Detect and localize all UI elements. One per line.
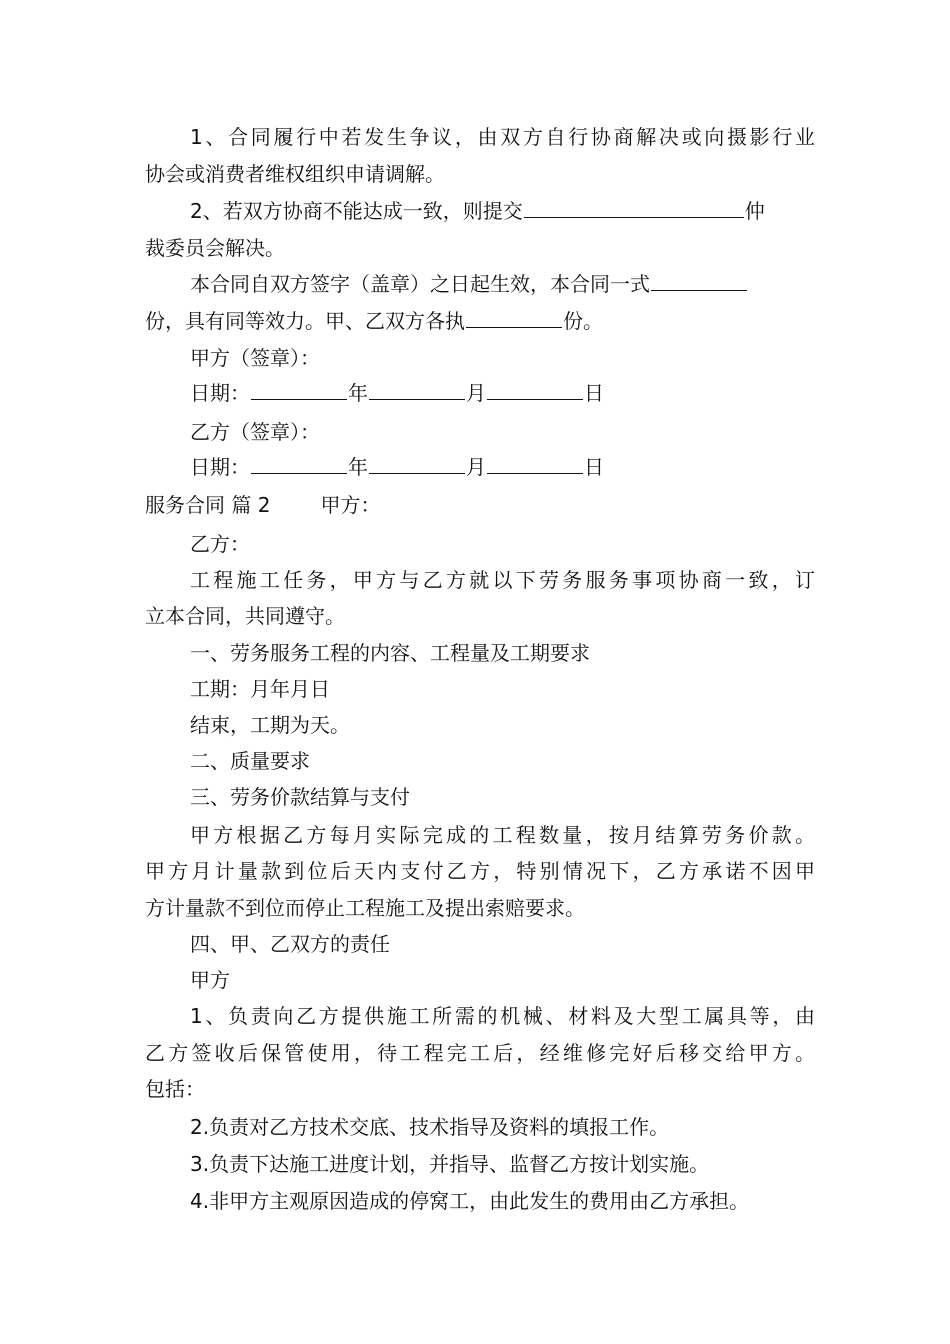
date-line — [190, 454, 815, 480]
date-label: 日期： — [190, 455, 250, 479]
fill-blank — [466, 308, 562, 328]
section-heading — [145, 492, 815, 518]
paragraph-line: 1、合同履行中若发生争议，由双方自行协商解决或向摄影行业 — [190, 125, 815, 149]
paragraph-line: 工程施工任务，甲方与乙方就以下劳务服务事项协商一致，订 — [190, 568, 815, 592]
paragraph-line — [145, 308, 815, 334]
party-b-label: 乙方： — [190, 532, 250, 556]
section-title: 服务合同 篇 2 — [145, 493, 271, 517]
heading-3: 三、劳务价款结算与支付 — [190, 785, 410, 809]
paragraph-line: 1、负责向乙方提供施工所需的机械、材料及大型工属具等，由 — [190, 1004, 815, 1028]
day-label: 日 — [584, 381, 604, 405]
date-label: 日期： — [190, 381, 250, 405]
text-run: 份。 — [563, 309, 603, 333]
paragraph-line: 裁委员会解决。 — [145, 236, 285, 260]
heading-2: 二、质量要求 — [190, 749, 310, 773]
fill-blank — [369, 454, 465, 474]
month-label: 月 — [466, 455, 486, 479]
fill-blank — [651, 271, 747, 291]
paragraph-line: 甲方月计量款到位后天内支付乙方，特别情况下，乙方承诺不因甲 — [145, 859, 815, 883]
paragraph-line — [190, 198, 815, 224]
paragraph-line: 立本合同，共同遵守。 — [145, 604, 345, 628]
section-party-a: 甲方： — [320, 493, 381, 517]
paragraph-line: 协会或消费者维权组织申请调解。 — [145, 162, 445, 186]
fill-blank — [369, 380, 465, 400]
month-label: 月 — [466, 381, 486, 405]
paragraph-line: 包括： — [145, 1077, 205, 1101]
list-item: 3.负责下达施工进度计划，并指导、监督乙方按计划实施。 — [190, 1152, 710, 1176]
party-a-signature: 甲方（签章）： — [190, 346, 320, 370]
fill-blank — [487, 454, 583, 474]
text-run: 2、若双方协商不能达成一致，则提交 — [190, 199, 523, 223]
paragraph-line: 工期：月年月日 — [190, 677, 330, 701]
paragraph-line — [190, 271, 815, 297]
text-run: 份，具有同等效力。甲、乙双方各执 — [145, 309, 465, 333]
fill-blank — [251, 454, 347, 474]
paragraph-line: 结束，工期为天。 — [190, 713, 350, 737]
list-item: 2.负责对乙方技术交底、技术指导及资料的填报工作。 — [190, 1115, 670, 1139]
year-label: 年 — [348, 381, 368, 405]
party-b-signature: 乙方（签章）： — [190, 420, 320, 444]
year-label: 年 — [348, 455, 368, 479]
fill-blank — [524, 198, 744, 218]
text-run: 仲 — [744, 199, 765, 223]
paragraph-line: 乙方签收后保管使用，待工程完工后，经维修完好后移交给甲方。 — [145, 1041, 815, 1065]
list-item: 4.非甲方主观原因造成的停窝工，由此发生的费用由乙方承担。 — [190, 1189, 750, 1213]
paragraph-line: 甲方根据乙方每月实际完成的工程数量，按月结算劳务价款。 — [190, 823, 815, 847]
party-a-label: 甲方 — [190, 968, 230, 992]
text-run: 本合同自双方签字（盖章）之日起生效，本合同一式 — [190, 272, 650, 296]
paragraph-line: 方计量款不到位而停止工程施工及提出索赔要求。 — [145, 896, 585, 920]
fill-blank — [487, 380, 583, 400]
date-line — [190, 380, 815, 406]
day-label: 日 — [584, 455, 604, 479]
heading-1: 一、劳务服务工程的内容、工程量及工期要求 — [190, 641, 590, 665]
heading-4: 四、甲、乙双方的责任 — [190, 932, 390, 956]
fill-blank — [251, 380, 347, 400]
